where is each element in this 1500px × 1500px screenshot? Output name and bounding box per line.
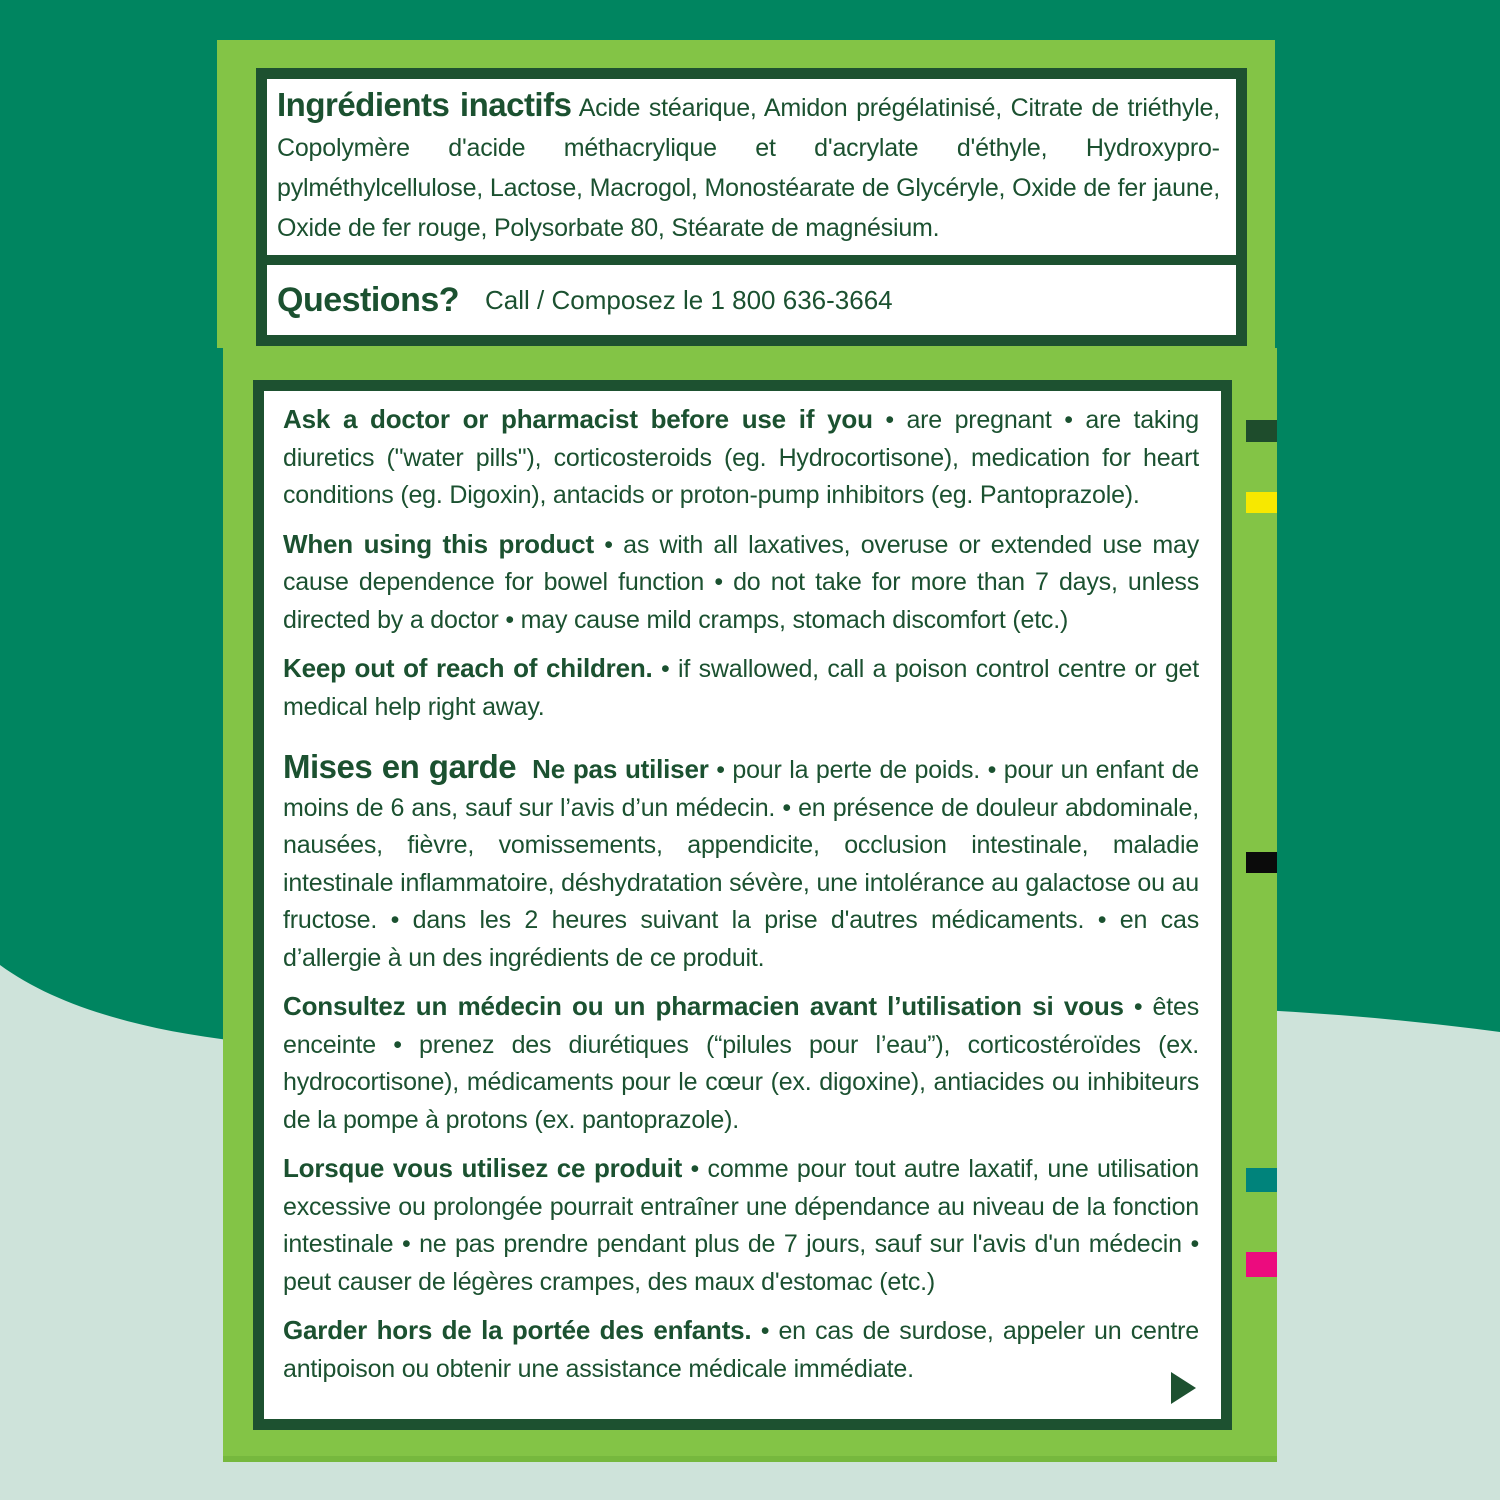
print-swatch-teal bbox=[1246, 1168, 1277, 1192]
inactive-ingredients-section bbox=[267, 79, 1236, 265]
warning-ask-doctor-en-heading: Ask a doctor or pharmacist before use if you bbox=[283, 404, 873, 434]
inactive-ingredients-list: Acide stéarique, Amidon prégélatinisé, Citrate de triéthyle, Copolymère d'acide méthacrylique et d'acrylate d'éthyle, Hydroxypropylméthylcellulose, Lactose, Macrogol, Monostéarate de Glycéryle, Oxide de fer jaune, Oxide de fer rouge, Polysorbate 80, Stéarate de magnésium. bbox=[277, 94, 1221, 242]
mises-en-garde-body: • pour la perte de poids. • pour un enfant de moins de 6 ans, sauf sur l’avis d’un médecin. • en présence de douleur abdominale, nausées, fièvre, vomissements, appendicite, occlusion intestinale, maladie intestinale inflammatoire, déshydratation sévère, une intolérance au galactose ou au fructose. • dans les 2 heures suivant la prise d'autres médicaments. • en cas d’allergie à un des ingrédients de ce produit. bbox=[283, 756, 1199, 972]
warning-garder-fr bbox=[283, 1312, 1199, 1388]
warning-keep-out-en-body: • if swallowed, call a poison control centre or get medical help right away. bbox=[283, 655, 1199, 721]
warning-when-using-en bbox=[283, 526, 1199, 640]
inactive-ingredients-text bbox=[277, 85, 1220, 248]
questions-phone-number: Call / Composez le 1 800 636-3664 bbox=[485, 284, 893, 315]
print-swatch-magenta bbox=[1246, 1252, 1277, 1277]
warning-mises-en-garde-fr bbox=[283, 750, 1199, 977]
print-swatch-black bbox=[1246, 852, 1277, 873]
print-swatch-yellow bbox=[1246, 492, 1277, 513]
questions-section bbox=[267, 265, 1236, 335]
mises-en-garde-heading: Mises en garde bbox=[283, 748, 517, 785]
warning-consultez-fr-heading: Consultez un médecin ou un pharmacien avant l’utilisation si vous bbox=[283, 991, 1124, 1021]
warning-lorsque-fr-heading: Lorsque vous utilisez ce produit bbox=[283, 1153, 683, 1183]
continuation-arrow-icon bbox=[1171, 1372, 1196, 1404]
warnings-box bbox=[253, 380, 1232, 1430]
warning-keep-out-en-heading: Keep out of reach of children. bbox=[283, 653, 653, 683]
questions-heading: Questions? bbox=[277, 280, 460, 319]
warning-garder-fr-body: • en cas de surdose, appeler un centre antipoison ou obtenir une assistance médicale immédiate. bbox=[283, 1317, 1199, 1383]
warning-keep-out-en bbox=[283, 650, 1199, 726]
warning-garder-fr-heading: Garder hors de la portée des enfants. bbox=[283, 1315, 752, 1345]
warning-consultez-fr bbox=[283, 988, 1199, 1139]
warning-ask-doctor-en bbox=[283, 401, 1199, 515]
ingredients-questions-box bbox=[256, 68, 1247, 346]
warning-consultez-fr-body: • êtes enceinte • prenez des diurétiques (“pilules pour l’eau”), corticostéroïdes (ex. hydrocortisone), médicaments pour le cœur (ex. digoxine), antiacides ou inhibiteurs de la pompe à protons (ex. pantoprazole). bbox=[283, 993, 1199, 1134]
print-swatch-dark-green bbox=[1246, 420, 1277, 442]
warning-when-using-en-heading: When using this product bbox=[283, 528, 594, 559]
inactive-ingredients-heading: Ingrédients inactifs bbox=[277, 86, 572, 123]
warning-lorsque-fr bbox=[283, 1150, 1199, 1301]
warning-ask-doctor-en-body: • are pregnant • are taking diuretics ("water pills"), corticosteroids (eg. Hydrocortisone), medication for heart conditions (eg. Digoxin), antacids or proton-pump inhibitors (eg. Pantoprazole). bbox=[283, 406, 1199, 509]
warning-when-using-en-body: • as with all laxatives, overuse or extended use may cause dependence for bowel function • do not take for more than 7 days, unless directed by a doctor • may cause mild cramps, stomach discomfort (etc.) bbox=[283, 530, 1199, 634]
ne-pas-utiliser-heading: Ne pas utiliser bbox=[532, 754, 709, 784]
warning-lorsque-fr-body: • comme pour tout autre laxatif, une utilisation excessive ou prolongée pourrait entraîner une dépendance au niveau de la fonction intestinale • ne pas prendre pendant plus de 7 jours, sauf sur l'avis d'un médecin • peut causer de légères crampes, des maux d'estomac (etc.) bbox=[283, 1155, 1199, 1296]
